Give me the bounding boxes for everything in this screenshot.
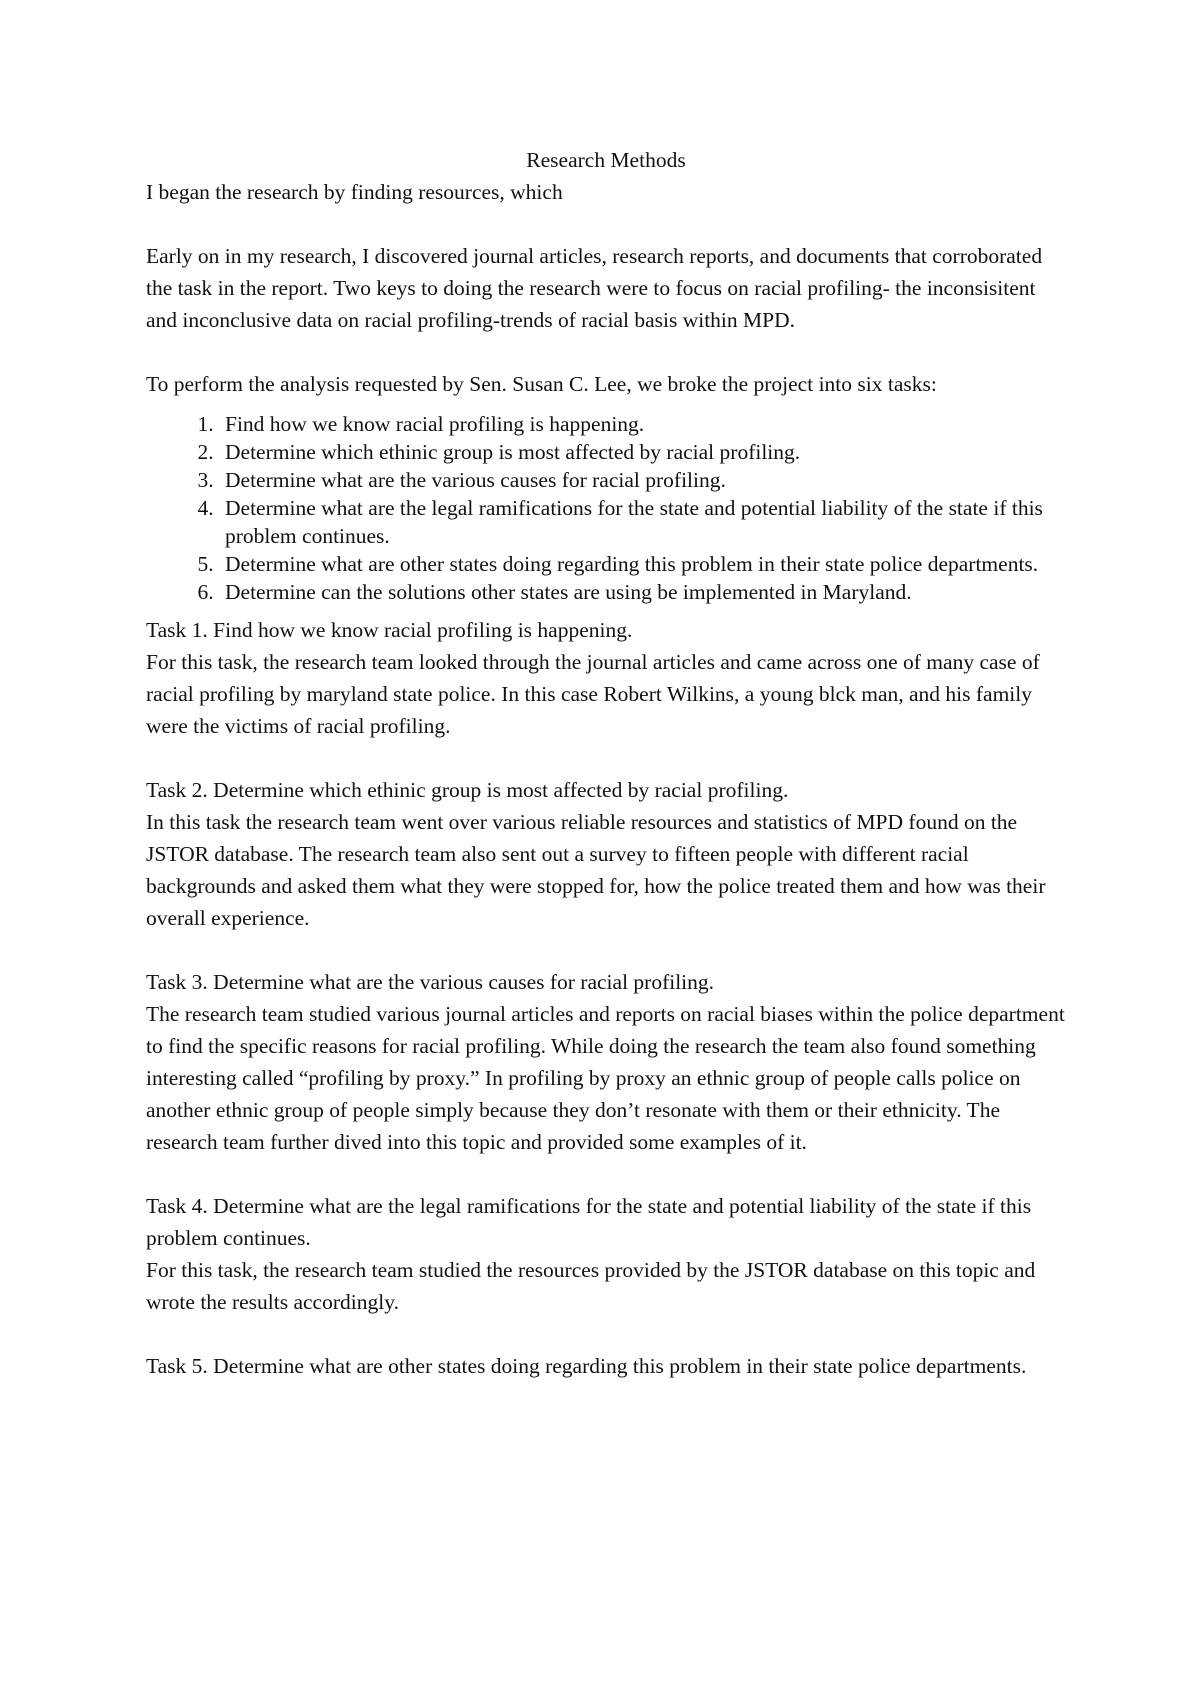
blank-line (146, 742, 1066, 774)
task2-heading: Task 2. Determine which ethinic group is most affected by racial profiling. (146, 778, 789, 802)
task1-body: For this task, the research team looked through the journal articles and came across one of many case of racial profiling by maryland state police. In this case Robert Wilkins, a young blck man, and his family were the victims of racial profiling. (146, 650, 1040, 738)
document-body (146, 144, 1066, 1382)
blank-line (146, 934, 1066, 966)
task-list (146, 410, 1066, 606)
task5-heading: Task 5. Determine what are other states doing regarding this problem in their state police departments. (146, 1354, 1027, 1378)
task4-heading: Task 4. Determine what are the legal ramifications for the state and potential liability of the state if this problem continues. (146, 1194, 1032, 1250)
task1-heading: Task 1. Find how we know racial profiling is happening. (146, 618, 633, 642)
blank-line (146, 208, 1066, 240)
task3-heading: Task 3. Determine what are the various causes for racial profiling. (146, 970, 715, 994)
task-list-item: 4. Determine what are the legal ramifications for the state and potential liability of the state if this problem continues. (219, 494, 1066, 550)
blank-line (146, 1158, 1066, 1190)
task-list-item: 3. Determine what are the various causes for racial profiling. (219, 466, 1066, 494)
blank-line (146, 1318, 1066, 1350)
document-title: Research Methods (526, 148, 686, 172)
blank-line (146, 336, 1066, 368)
task4-body: For this task, the research team studied the resources provided by the JSTOR database on this topic and wrote the results accordingly. (146, 1258, 1036, 1314)
paragraph-task-breakdown: To perform the analysis requested by Sen. Susan C. Lee, we broke the project into six tasks: (146, 372, 937, 396)
task-list-item: 1. Find how we know racial profiling is happening. (219, 410, 1066, 438)
intro-line: I began the research by finding resources, which (146, 180, 563, 204)
task3-body: The research team studied various journal articles and reports on racial biases within the police department to find the specific reasons for racial profiling. While doing the research the team also found something interesting called “profiling by proxy.” In profiling by proxy an ethnic group of people calls police on another ethnic group of people simply because they don’t resonate with them or their ethnicity. The research team further dived into this topic and provided some examples of it. (146, 1002, 1065, 1154)
task-list-item: 2. Determine which ethinic group is most affected by racial profiling. (219, 438, 1066, 466)
paragraph-research-overview: Early on in my research, I discovered journal articles, research reports, and documents that corroborated the task in the report. Two keys to doing the research were to focus on racial profiling- the inconsisitent and inconclusive data on racial profiling-trends of racial basis within MPD. (146, 244, 1043, 332)
task2-body: In this task the research team went over various reliable resources and statistics of MPD found on the JSTOR database. The research team also sent out a survey to fifteen people with different racial backgrounds and asked them what they were stopped for, how the police treated them and how was their overall experience. (146, 810, 1046, 930)
task-list-item: 5. Determine what are other states doing regarding this problem in their state police departments. (219, 550, 1066, 578)
task-list-item: 6. Determine can the solutions other states are using be implemented in Maryland. (219, 578, 1066, 606)
